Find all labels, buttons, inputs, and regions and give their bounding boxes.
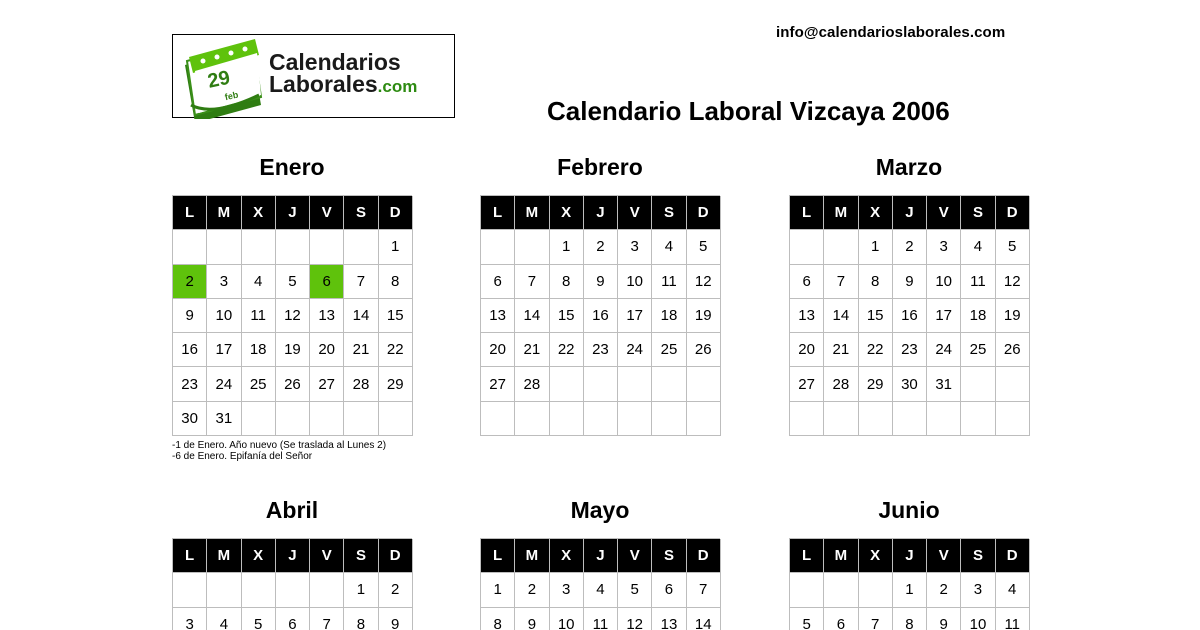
- empty-day-cell: [310, 230, 344, 264]
- weekday-header: M: [207, 539, 241, 573]
- day-cell[interactable]: 6: [481, 265, 515, 299]
- day-cell[interactable]: 9: [927, 608, 961, 630]
- day-cell[interactable]: 21: [824, 333, 858, 367]
- day-cell[interactable]: 23: [893, 333, 927, 367]
- day-cell[interactable]: 15: [859, 299, 893, 333]
- weekday-header: J: [893, 539, 927, 573]
- holiday-day-cell[interactable]: 2: [173, 265, 207, 299]
- weekday-header: M: [515, 539, 549, 573]
- empty-day-cell: [584, 402, 618, 436]
- weekday-header: S: [344, 196, 378, 230]
- weekday-header: S: [652, 539, 686, 573]
- month-junio: [789, 495, 1029, 630]
- day-cell[interactable]: 4: [961, 230, 995, 264]
- weekday-header: D: [687, 196, 721, 230]
- day-cell[interactable]: 15: [379, 299, 413, 333]
- day-cell[interactable]: 12: [996, 265, 1030, 299]
- empty-day-cell: [515, 230, 549, 264]
- weekday-header: X: [550, 539, 584, 573]
- day-cell[interactable]: 8: [379, 265, 413, 299]
- empty-day-cell: [481, 402, 515, 436]
- day-cell[interactable]: 2: [927, 573, 961, 607]
- day-cell[interactable]: 27: [310, 367, 344, 401]
- empty-day-cell: [242, 573, 276, 607]
- day-cell[interactable]: 7: [310, 608, 344, 630]
- weekday-header: L: [481, 196, 515, 230]
- empty-day-cell: [996, 367, 1030, 401]
- weekday-header: M: [824, 196, 858, 230]
- empty-day-cell: [859, 573, 893, 607]
- day-cell[interactable]: 19: [687, 299, 721, 333]
- weekday-header: V: [927, 196, 961, 230]
- page-title: Calendario Laboral Vizcaya 2006: [547, 96, 950, 126]
- day-cell[interactable]: 16: [584, 299, 618, 333]
- day-cell[interactable]: 22: [379, 333, 413, 367]
- day-cell[interactable]: 1: [344, 573, 378, 607]
- weekday-header: V: [618, 539, 652, 573]
- logo-icon-month: feb: [223, 89, 240, 103]
- day-cell[interactable]: 13: [652, 608, 686, 630]
- weekday-header: X: [859, 539, 893, 573]
- weekday-header: M: [824, 539, 858, 573]
- day-cell[interactable]: 2: [893, 230, 927, 264]
- empty-day-cell: [276, 230, 310, 264]
- day-cell[interactable]: 1: [893, 573, 927, 607]
- weekday-header: V: [310, 196, 344, 230]
- month-grid: [172, 195, 412, 436]
- weekday-header: D: [687, 539, 721, 573]
- weekday-header: L: [173, 196, 207, 230]
- day-cell[interactable]: 4: [584, 573, 618, 607]
- day-cell[interactable]: 9: [893, 265, 927, 299]
- weekday-header: J: [584, 539, 618, 573]
- empty-day-cell: [515, 402, 549, 436]
- day-cell[interactable]: 6: [652, 573, 686, 607]
- logo-domain: .com: [377, 77, 418, 96]
- empty-day-cell: [481, 230, 515, 264]
- day-cell[interactable]: 28: [515, 367, 549, 401]
- day-cell[interactable]: 8: [859, 265, 893, 299]
- day-cell[interactable]: 23: [173, 367, 207, 401]
- day-cell[interactable]: 24: [927, 333, 961, 367]
- day-cell[interactable]: 1: [550, 230, 584, 264]
- day-cell[interactable]: 22: [550, 333, 584, 367]
- empty-day-cell: [824, 230, 858, 264]
- weekday-header: X: [550, 196, 584, 230]
- empty-day-cell: [687, 367, 721, 401]
- empty-day-cell: [961, 402, 995, 436]
- empty-day-cell: [550, 402, 584, 436]
- weekday-header: D: [379, 196, 413, 230]
- weekday-header: D: [996, 196, 1030, 230]
- month-grid: [480, 538, 720, 630]
- day-cell[interactable]: 2: [515, 573, 549, 607]
- empty-day-cell: [207, 573, 241, 607]
- weekday-header: L: [173, 539, 207, 573]
- day-cell[interactable]: 24: [207, 367, 241, 401]
- day-cell[interactable]: 10: [961, 608, 995, 630]
- day-cell[interactable]: 6: [824, 608, 858, 630]
- day-cell[interactable]: 11: [996, 608, 1030, 630]
- day-cell[interactable]: 10: [207, 299, 241, 333]
- day-cell[interactable]: 16: [173, 333, 207, 367]
- month-grid: [172, 538, 412, 630]
- empty-day-cell: [379, 402, 413, 436]
- weekday-header: M: [207, 196, 241, 230]
- day-cell[interactable]: 26: [996, 333, 1030, 367]
- empty-day-cell: [310, 402, 344, 436]
- day-cell[interactable]: 11: [242, 299, 276, 333]
- weekday-header: J: [276, 539, 310, 573]
- day-cell[interactable]: 4: [996, 573, 1030, 607]
- empty-day-cell: [344, 230, 378, 264]
- day-cell[interactable]: 3: [173, 608, 207, 630]
- day-cell[interactable]: 9: [379, 608, 413, 630]
- weekday-header: L: [790, 196, 824, 230]
- day-cell[interactable]: 26: [687, 333, 721, 367]
- day-cell[interactable]: 24: [618, 333, 652, 367]
- day-cell[interactable]: 6: [790, 265, 824, 299]
- weekday-header: J: [893, 196, 927, 230]
- day-cell[interactable]: 5: [276, 265, 310, 299]
- day-cell[interactable]: 6: [276, 608, 310, 630]
- day-cell[interactable]: 21: [344, 333, 378, 367]
- weekday-header: L: [790, 539, 824, 573]
- day-cell[interactable]: 3: [550, 573, 584, 607]
- day-cell[interactable]: 22: [859, 333, 893, 367]
- day-cell[interactable]: 11: [652, 265, 686, 299]
- day-cell[interactable]: 31: [207, 402, 241, 436]
- day-cell[interactable]: 20: [481, 333, 515, 367]
- weekday-header: V: [927, 539, 961, 573]
- day-cell[interactable]: 3: [207, 265, 241, 299]
- weekday-header: J: [276, 196, 310, 230]
- month-febrero: [480, 152, 720, 436]
- day-cell[interactable]: 8: [550, 265, 584, 299]
- empty-day-cell: [173, 573, 207, 607]
- logo-line-2: Laborales: [269, 71, 378, 97]
- calendar-logo-icon: [173, 35, 268, 119]
- day-cell[interactable]: 11: [584, 608, 618, 630]
- day-cell[interactable]: 10: [618, 265, 652, 299]
- day-cell[interactable]: 7: [859, 608, 893, 630]
- empty-day-cell: [687, 402, 721, 436]
- day-cell[interactable]: 13: [310, 299, 344, 333]
- day-cell[interactable]: 13: [481, 299, 515, 333]
- day-cell[interactable]: 25: [242, 367, 276, 401]
- day-cell[interactable]: 26: [276, 367, 310, 401]
- day-cell[interactable]: 2: [379, 573, 413, 607]
- empty-day-cell: [790, 573, 824, 607]
- day-cell[interactable]: 14: [824, 299, 858, 333]
- empty-day-cell: [584, 367, 618, 401]
- weekday-header: S: [961, 539, 995, 573]
- logo-line-1: Calendarios: [269, 49, 401, 75]
- month-title: Febrero: [557, 154, 643, 180]
- day-cell[interactable]: 27: [481, 367, 515, 401]
- day-cell[interactable]: 10: [550, 608, 584, 630]
- empty-day-cell: [893, 402, 927, 436]
- day-cell[interactable]: 5: [996, 230, 1030, 264]
- month-title: Abril: [265, 497, 319, 523]
- month-title: Junio: [878, 497, 940, 523]
- day-cell[interactable]: 7: [687, 573, 721, 607]
- empty-day-cell: [927, 402, 961, 436]
- day-cell[interactable]: 11: [961, 265, 995, 299]
- day-cell[interactable]: 8: [481, 608, 515, 630]
- weekday-header: M: [515, 196, 549, 230]
- weekday-header: S: [652, 196, 686, 230]
- day-cell[interactable]: 28: [824, 367, 858, 401]
- day-cell[interactable]: 12: [276, 299, 310, 333]
- day-cell[interactable]: 25: [961, 333, 995, 367]
- empty-day-cell: [652, 367, 686, 401]
- brand-logo[interactable]: [172, 34, 455, 118]
- month-grid: [480, 195, 720, 436]
- month-title: Marzo: [875, 154, 943, 180]
- empty-day-cell: [550, 367, 584, 401]
- day-cell[interactable]: 30: [893, 367, 927, 401]
- day-cell[interactable]: 27: [790, 367, 824, 401]
- day-cell[interactable]: 20: [790, 333, 824, 367]
- month-marzo: [789, 152, 1029, 436]
- day-cell[interactable]: 7: [344, 265, 378, 299]
- holiday-note: -6 de Enero. Epifanía del Señor: [172, 450, 313, 462]
- weekday-header: X: [242, 196, 276, 230]
- month-title: Enero: [259, 154, 325, 180]
- empty-day-cell: [618, 367, 652, 401]
- month-abril: [172, 495, 412, 630]
- day-cell[interactable]: 1: [859, 230, 893, 264]
- day-cell[interactable]: 9: [584, 265, 618, 299]
- day-cell[interactable]: 3: [961, 573, 995, 607]
- empty-day-cell: [618, 402, 652, 436]
- logo-wordmark: [269, 51, 417, 98]
- empty-day-cell: [276, 573, 310, 607]
- day-cell[interactable]: 5: [242, 608, 276, 630]
- empty-day-cell: [996, 402, 1030, 436]
- weekday-header: V: [310, 539, 344, 573]
- day-cell[interactable]: 3: [927, 230, 961, 264]
- day-cell[interactable]: 1: [379, 230, 413, 264]
- day-cell[interactable]: 7: [515, 265, 549, 299]
- day-cell[interactable]: 12: [618, 608, 652, 630]
- empty-day-cell: [859, 402, 893, 436]
- day-cell[interactable]: 7: [824, 265, 858, 299]
- day-cell[interactable]: 2: [584, 230, 618, 264]
- day-cell[interactable]: 5: [687, 230, 721, 264]
- day-cell[interactable]: 29: [859, 367, 893, 401]
- month-title: Mayo: [570, 497, 630, 523]
- day-cell[interactable]: 9: [515, 608, 549, 630]
- month-enero: [172, 152, 412, 462]
- day-cell[interactable]: 19: [276, 333, 310, 367]
- weekday-header: S: [344, 539, 378, 573]
- day-cell[interactable]: 10: [927, 265, 961, 299]
- empty-day-cell: [173, 230, 207, 264]
- day-cell[interactable]: 13: [790, 299, 824, 333]
- weekday-header: X: [859, 196, 893, 230]
- day-cell[interactable]: 8: [893, 608, 927, 630]
- empty-day-cell: [310, 573, 344, 607]
- weekday-header: L: [481, 539, 515, 573]
- empty-day-cell: [652, 402, 686, 436]
- day-cell[interactable]: 21: [515, 333, 549, 367]
- weekday-header: X: [242, 539, 276, 573]
- empty-day-cell: [242, 230, 276, 264]
- day-cell[interactable]: 1: [481, 573, 515, 607]
- empty-day-cell: [961, 367, 995, 401]
- contact-email-link[interactable]: info@calendarioslaborales.com: [776, 24, 1006, 41]
- day-cell[interactable]: 29: [379, 367, 413, 401]
- weekday-header: S: [961, 196, 995, 230]
- empty-day-cell: [276, 402, 310, 436]
- day-cell[interactable]: 14: [515, 299, 549, 333]
- day-cell[interactable]: 9: [173, 299, 207, 333]
- weekday-header: J: [584, 196, 618, 230]
- empty-day-cell: [824, 402, 858, 436]
- day-cell[interactable]: 17: [618, 299, 652, 333]
- day-cell[interactable]: 20: [310, 333, 344, 367]
- holiday-notes: [172, 441, 408, 462]
- day-cell[interactable]: 14: [687, 608, 721, 630]
- day-cell[interactable]: 12: [687, 265, 721, 299]
- day-cell[interactable]: 28: [344, 367, 378, 401]
- holiday-day-cell[interactable]: 6: [310, 265, 344, 299]
- empty-day-cell: [790, 230, 824, 264]
- day-cell[interactable]: 17: [927, 299, 961, 333]
- day-cell[interactable]: 30: [173, 402, 207, 436]
- month-grid: [789, 538, 1029, 630]
- weekday-header: D: [379, 539, 413, 573]
- day-cell[interactable]: 5: [618, 573, 652, 607]
- day-cell[interactable]: 18: [652, 299, 686, 333]
- empty-day-cell: [824, 573, 858, 607]
- day-cell[interactable]: 19: [996, 299, 1030, 333]
- weekday-header: D: [996, 539, 1030, 573]
- holiday-note: -1 de Enero. Año nuevo (Se traslada al Lunes 2): [172, 440, 387, 452]
- empty-day-cell: [344, 402, 378, 436]
- day-cell[interactable]: 4: [652, 230, 686, 264]
- day-cell[interactable]: 15: [550, 299, 584, 333]
- month-grid: [789, 195, 1029, 436]
- month-mayo: [480, 495, 720, 630]
- day-cell[interactable]: 25: [652, 333, 686, 367]
- day-cell[interactable]: 23: [584, 333, 618, 367]
- day-cell[interactable]: 17: [207, 333, 241, 367]
- empty-day-cell: [242, 402, 276, 436]
- day-cell[interactable]: 18: [961, 299, 995, 333]
- empty-day-cell: [207, 230, 241, 264]
- day-cell[interactable]: 14: [344, 299, 378, 333]
- weekday-header: V: [618, 196, 652, 230]
- day-cell[interactable]: 5: [790, 608, 824, 630]
- logo-icon-day: 29: [205, 66, 233, 93]
- day-cell[interactable]: 31: [927, 367, 961, 401]
- day-cell[interactable]: 4: [207, 608, 241, 630]
- day-cell[interactable]: 18: [242, 333, 276, 367]
- empty-day-cell: [790, 402, 824, 436]
- day-cell[interactable]: 8: [344, 608, 378, 630]
- day-cell[interactable]: 3: [618, 230, 652, 264]
- day-cell[interactable]: 4: [242, 265, 276, 299]
- day-cell[interactable]: 16: [893, 299, 927, 333]
